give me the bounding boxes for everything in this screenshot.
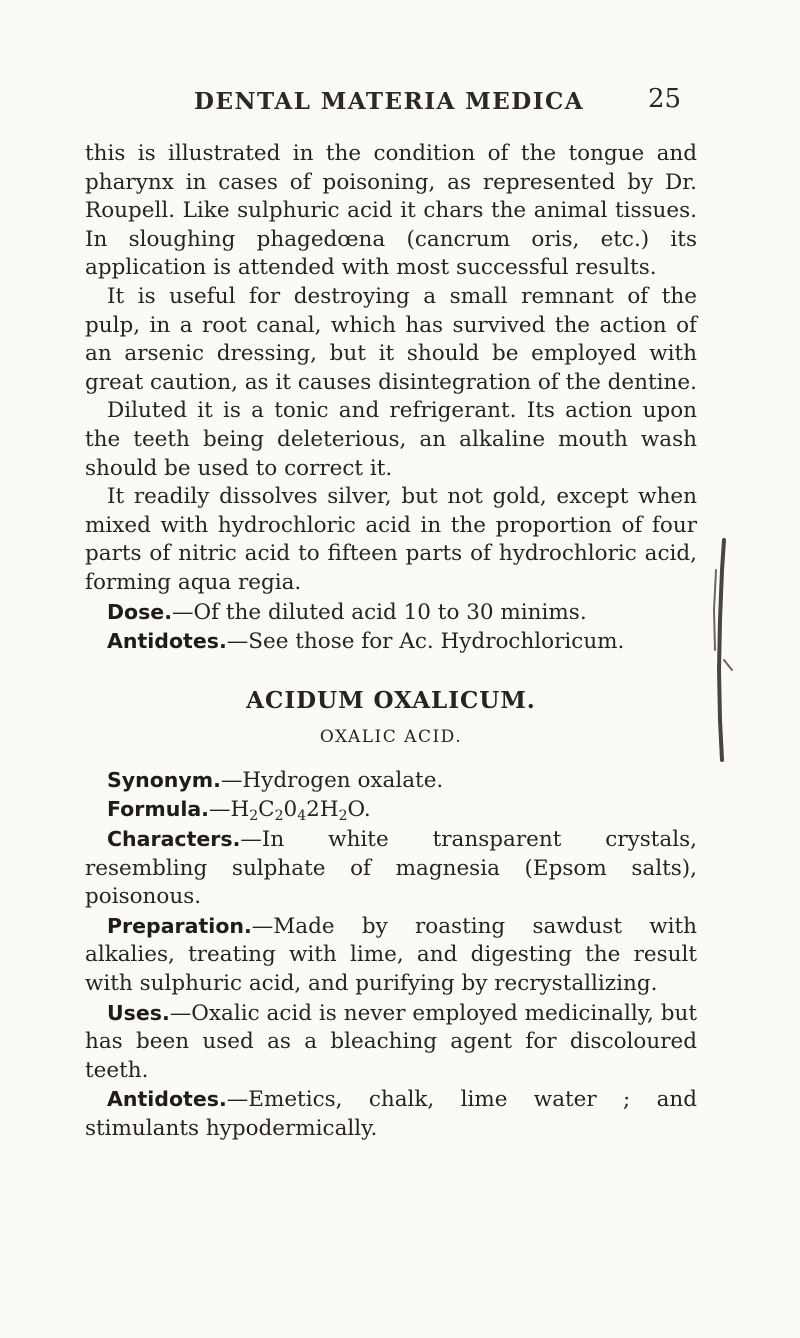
running-head: DENTAL MATERIA MEDICA (194, 88, 585, 115)
synonym-text: —Hydrogen oxalate. (220, 767, 444, 793)
dose-label: Dose. (107, 599, 172, 624)
formula-part: C (258, 797, 275, 823)
formula-sub: 2 (249, 808, 259, 825)
formula-sub: 4 (297, 808, 307, 825)
section-subtitle: OXALIC ACID. (319, 727, 463, 748)
characters-label: Characters. (107, 827, 241, 852)
preparation-entry (85, 912, 697, 999)
formula-sub: 2 (338, 808, 348, 825)
synonym-entry (85, 766, 697, 796)
paragraph-root-canal: It is useful for destroying a small remnant of the pulp, in a root canal, which has survived the action of an arsenic dressing, but it should be employed with great caution, as it causes disintegration of the dentine. (85, 283, 697, 395)
body-text (85, 140, 697, 1144)
uses-label: Uses. (107, 1000, 170, 1025)
antidotes-oxalic-label: Antidotes. (107, 1087, 227, 1112)
formula-part: 0 (283, 797, 298, 823)
paragraph-continuation: this is illustrated in the condition of the tongue and pharynx in cases of poisoning, as represented by Dr. Roupell. Like sulphuric acid it chars the animal tissues. In sloughing phagedœna (cancrum oris, etc.) its application is attended with most successful results. (85, 141, 697, 281)
antidotes-oxalic-entry (85, 1085, 697, 1143)
section-title: ACIDUM OXALICUM. (246, 686, 536, 714)
characters-entry (85, 825, 697, 912)
preparation-text: —Made by roasting sawdust with alkalies, treating with lime, and digesting the result with sulphuric acid, and purifying by recrystallizing. (85, 913, 697, 997)
margin-pencil-mark (700, 510, 740, 810)
antidotes-text: —See those for Ac. Hydrochloricum. (226, 629, 625, 655)
formula-part: 2H (306, 797, 339, 823)
formula-dash: — (208, 797, 231, 823)
page-number: 25 (648, 84, 682, 114)
paragraph-diluted: Diluted it is a tonic and refrigerant. Its action upon the teeth being deleterious, an alkaline mouth wash should be used to correct it. (85, 398, 697, 481)
uses-entry (85, 999, 697, 1086)
uses-text: —Oxalic acid is never employed medicinally, but has been used as a bleaching agent for discoloured teeth. (85, 1000, 697, 1083)
antidotes-label: Antidotes. (107, 629, 227, 654)
dose-text: —Of the diluted acid 10 to 30 minims. (172, 599, 587, 625)
dose-entry (85, 598, 697, 628)
formula-label: Formula. (107, 797, 209, 822)
paragraph-dissolves: It readily dissolves silver, but not gold, except when mixed with hydrochloric acid in the proportion of four parts of nitric acid to fifteen parts of hydrochloric acid, forming aqua regia. (85, 484, 697, 595)
formula-part: O. (347, 797, 371, 823)
preparation-label: Preparation. (107, 913, 252, 938)
synonym-label: Synonym. (107, 767, 221, 792)
antidotes-entry (85, 627, 697, 657)
formula-entry (85, 795, 697, 825)
formula-sub: 2 (274, 808, 284, 825)
formula-part: H (230, 797, 250, 823)
antidotes-oxalic-text: —Emetics, chalk, lime water ; and stimulants hypodermically. (85, 1087, 697, 1141)
characters-text: —In white transparent crystals, resembling sulphate of magnesia (Epsom salts), poisonous. (85, 827, 697, 910)
